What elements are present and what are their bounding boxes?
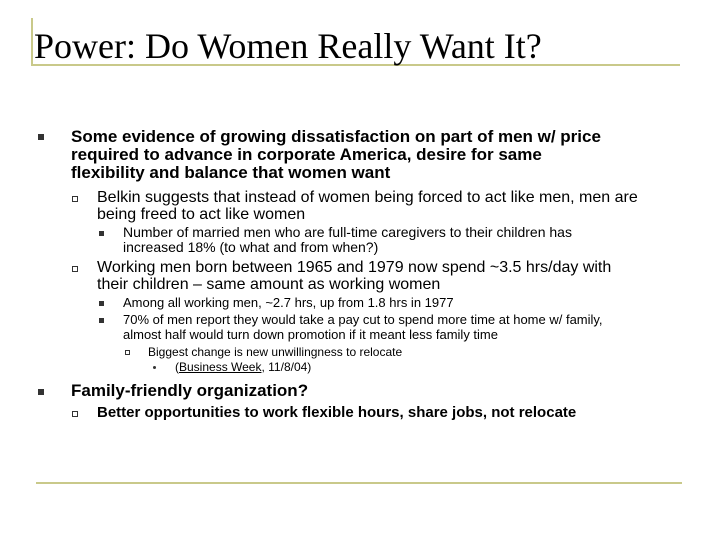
- bullet-2-1-text-line-1: Better opportunities to work flexible hours, share jobs, not relocate: [97, 404, 577, 421]
- bullet-hollow-square-icon: [72, 266, 78, 272]
- footer-divider: [36, 482, 682, 484]
- bullet-hollow-square-icon: [125, 350, 130, 355]
- bullet-square-icon: [99, 301, 104, 306]
- bullet-hollow-square-icon: [72, 196, 78, 202]
- bullet-2-text-line-1: Family-friendly organization?: [71, 381, 309, 400]
- bullet-1-text-line-1: Some evidence of growing dissatisfaction on part of men w/ price: [71, 127, 601, 146]
- bullet-1-2-2-text-line-2: almost half would turn down promotion if it meant less family time: [123, 327, 498, 342]
- bullet-hollow-square-icon: [72, 411, 78, 417]
- bullet-square-icon: [99, 231, 104, 236]
- bullet-1-2-text-line-2: their children – same amount as working women: [97, 276, 441, 293]
- bullet-1-text-line-3: flexibility and balance that women want: [71, 163, 391, 182]
- bullet-1-1-text-line-1: Belkin suggests that instead of women being forced to act like men, men are: [97, 189, 638, 206]
- bullet-square-icon: [38, 389, 44, 395]
- bullet-1-1-text-line-2: being freed to act like women: [97, 206, 306, 223]
- citation-open: (: [175, 360, 179, 374]
- bullet-1-1-1-text-line-1: Number of married men who are full-time caregivers to their children has: [123, 224, 572, 240]
- bullet-1-2-2-text-line-1: 70% of men report they would take a pay cut to spend more time at home w/ family,: [123, 312, 603, 327]
- bullet-1-text-line-2: required to advance in corporate America, desire for same: [71, 145, 542, 164]
- slide-title: Power: Do Women Really Want It?: [34, 26, 542, 66]
- bullet-1-1-1-text-line-2: increased 18% (to what and from when?): [123, 239, 379, 255]
- bullet-1-2-text-line-1: Working men born between 1965 and 1979 now spend ~3.5 hrs/day with: [97, 259, 612, 276]
- bullet-1-2-1-text-line-1: Among all working men, ~2.7 hrs, up from 1.8 hrs in 1977: [123, 295, 454, 310]
- citation-source: Business Week: [179, 360, 262, 374]
- citation-line: [175, 361, 311, 374]
- bullet-square-icon: [38, 134, 44, 140]
- bullet-dot-icon: [153, 366, 156, 369]
- citation-date: , 11/8/04): [261, 360, 312, 374]
- bullet-1-2-2-1-text-line-1: Biggest change is new unwillingness to relocate: [148, 345, 403, 359]
- bullet-square-icon: [99, 318, 104, 323]
- title-vertical-rule: [31, 18, 33, 66]
